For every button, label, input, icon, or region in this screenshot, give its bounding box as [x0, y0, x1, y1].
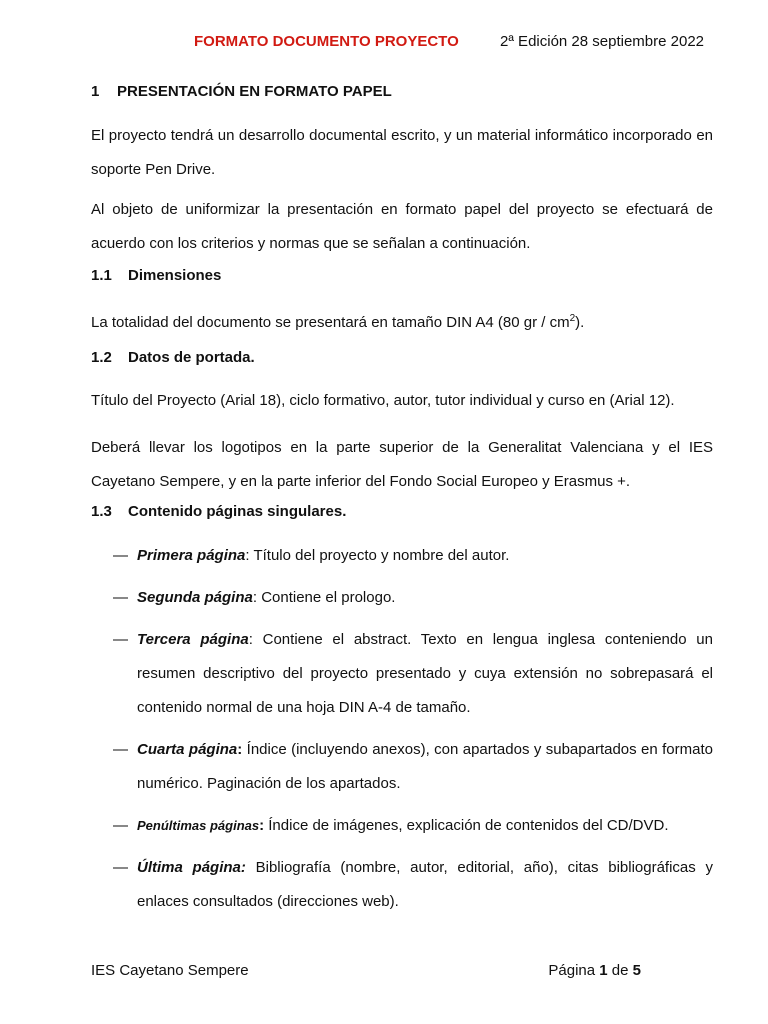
item-colon: :: [259, 817, 265, 834]
page-label: Página: [548, 962, 600, 979]
page-number: [548, 962, 641, 979]
section-heading-1: [91, 83, 713, 119]
section-number: 1.2: [91, 349, 112, 366]
paragraph: [91, 309, 713, 329]
item-term: Penúltimas páginas: [137, 818, 260, 833]
section-title: Contenido páginas singulares.: [128, 503, 347, 520]
dash-bullet: —: [113, 859, 128, 876]
item-term: Cuarta página: [137, 741, 238, 758]
section-number: 1.3: [91, 503, 112, 520]
list-item: [91, 851, 713, 919]
section-heading-1-3: [91, 503, 713, 539]
dash-bullet: —: [113, 741, 128, 758]
paragraph: Deberá llevar los logotipos en la parte superior de la Generalitat Valenciana y el IES Cayetano Sempere, y en la parte inferior del Fondo Social Europeo y Erasmus +.: [91, 439, 713, 490]
superscript: 2: [569, 313, 576, 324]
item-text: Contiene el abstract. Texto en lengua inglesa conteniendo un resumen descriptivo del proyecto presentado y cuya extensión no sobrepasará el contenido normal de una hoja DIN A-4 de tamaño.: [137, 631, 713, 716]
item-term: Primera página: [137, 547, 246, 564]
dash-bullet: —: [113, 817, 128, 834]
list-item: [91, 733, 713, 801]
paragraph: Título del Proyecto (Arial 18), ciclo formativo, autor, tutor individual y curso en (Arial 12).: [91, 392, 675, 409]
section-heading-1-1: [91, 267, 713, 303]
paragraph: El proyecto tendrá un desarrollo documental escrito, y un material informático incorporado en soporte Pen Drive.: [91, 127, 713, 178]
item-colon: :: [237, 741, 243, 758]
section-number: 1: [91, 83, 100, 100]
item-term: Última página:: [137, 859, 246, 876]
item-text: Título del proyecto y nombre del autor.: [249, 547, 510, 564]
paragraph-text: La totalidad del documento se presentará en tamaño DIN A4 (80 gr / cm: [91, 314, 570, 331]
item-text: Índice de imágenes, explicación de contenidos del CD/DVD.: [264, 817, 669, 834]
document-title: FORMATO DOCUMENTO PROYECTO: [194, 33, 459, 50]
total-pages: 5: [632, 962, 641, 979]
item-term: Segunda página: [137, 589, 253, 606]
section-title: PRESENTACIÓN EN FORMATO PAPEL: [117, 83, 392, 100]
page-of: de: [607, 962, 633, 979]
dash-bullet: —: [113, 589, 128, 606]
edition-date: 2ª Edición 28 septiembre 2022: [500, 33, 705, 50]
section-title: Dimensiones: [128, 267, 222, 284]
dash-bullet: —: [113, 547, 128, 564]
item-colon: :: [248, 631, 253, 648]
page-header: [0, 33, 768, 53]
item-text: Bibliografía (nombre, autor, editorial, año), citas bibliográficas y enlaces consultados (direcciones web).: [137, 859, 713, 910]
item-term: Tercera página: [137, 631, 249, 648]
section-heading-1-2: [91, 349, 713, 385]
dash-bullet: —: [113, 631, 128, 648]
item-text: Índice (incluyendo anexos), con apartados y subapartados en formato numérico. Paginación de los apartados.: [137, 741, 713, 792]
paragraph: Al objeto de uniformizar la presentación en formato papel del proyecto se efectuará de acuerdo con los criterios y normas que se señalan a continuación.: [91, 201, 713, 252]
list-item: [91, 623, 713, 725]
paragraph-text: ).: [575, 314, 585, 331]
list-item: [91, 809, 713, 843]
school-name: IES Cayetano Sempere: [91, 962, 249, 979]
item-text: Contiene el prologo.: [257, 589, 396, 606]
list-item: [91, 539, 713, 573]
page-body: [91, 80, 713, 927]
item-colon: :: [252, 589, 258, 606]
pages-list: [91, 539, 713, 919]
list-item: [91, 581, 713, 615]
section-title: Datos de portada.: [128, 349, 255, 366]
page-footer: [91, 962, 641, 982]
current-page: 1: [599, 962, 608, 979]
item-colon: :: [245, 547, 250, 564]
section-number: 1.1: [91, 267, 112, 284]
